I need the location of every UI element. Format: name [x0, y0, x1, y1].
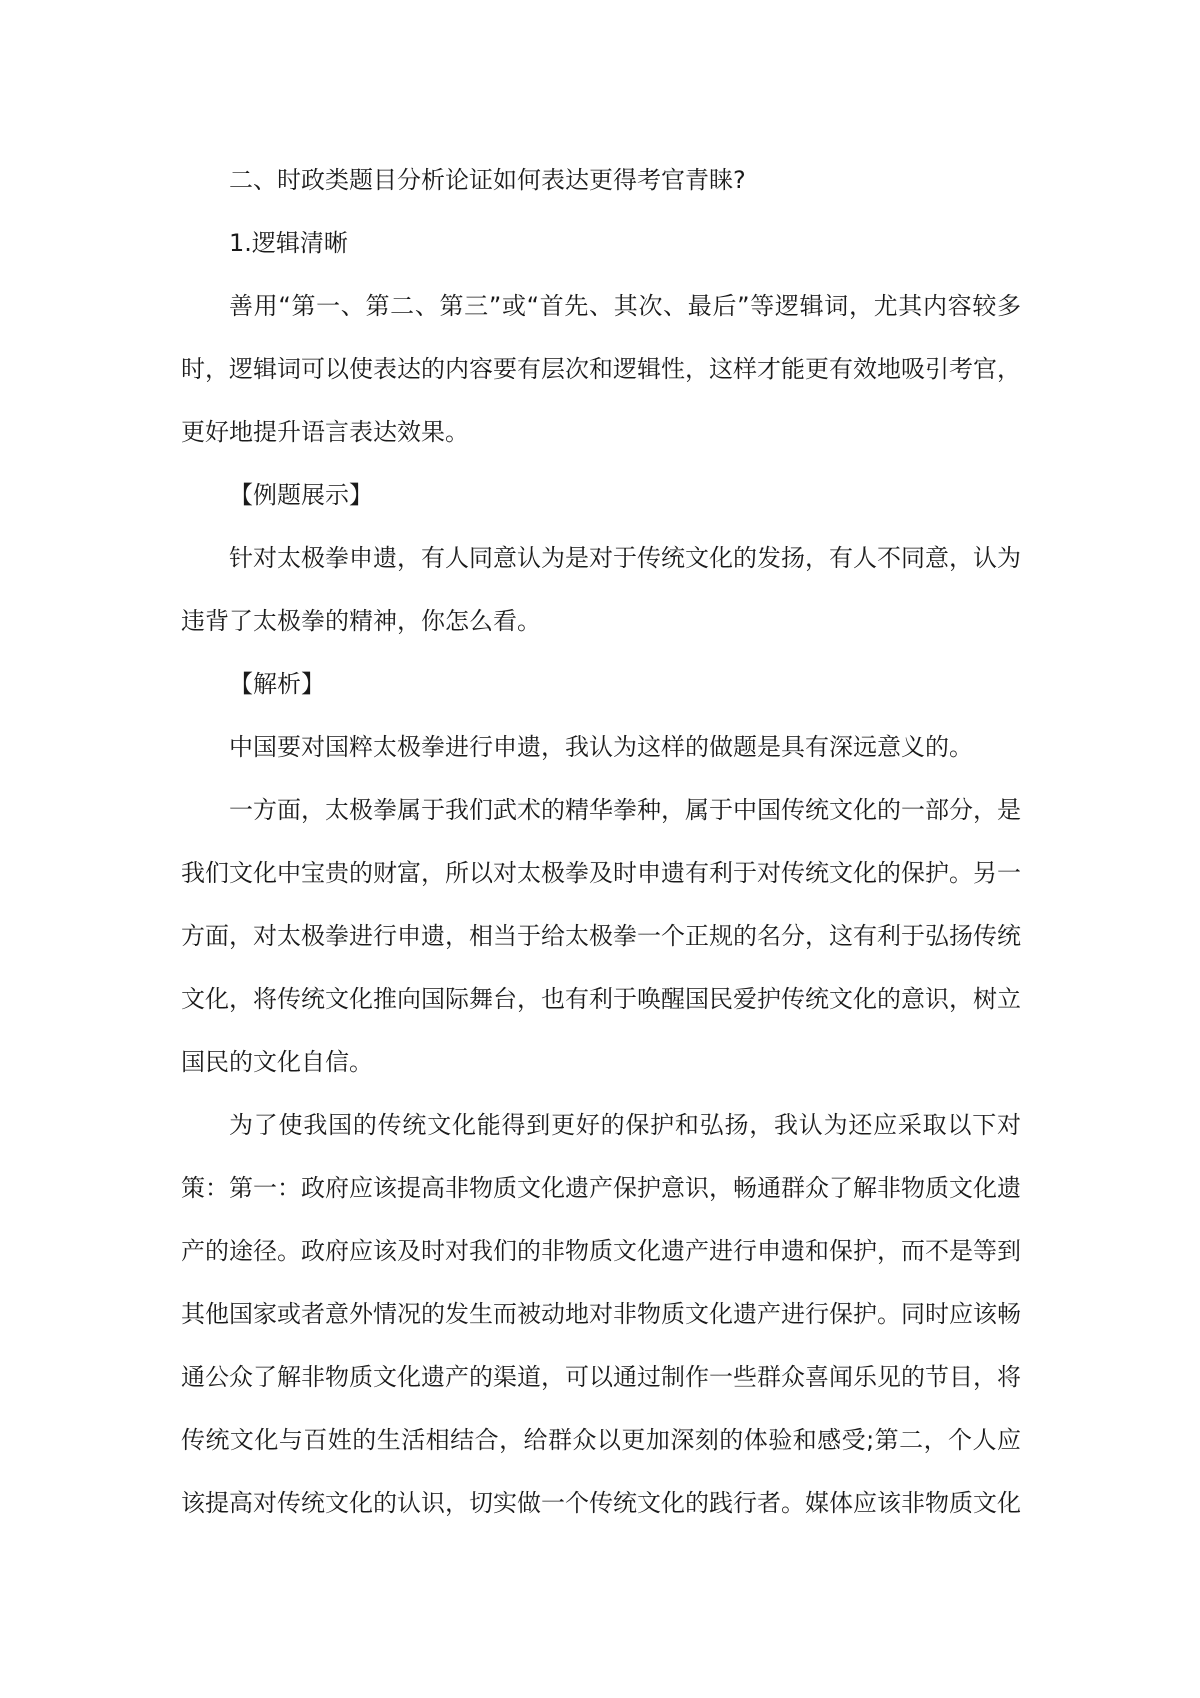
subheading: 1.逻辑清晰	[229, 229, 348, 257]
document-body	[181, 149, 1021, 1535]
example-question: 针对太极拳申遗，有人同意认为是对于传统文化的发扬，有人不同意，认为违背了太极拳的精神，你怎么看。	[181, 544, 1021, 635]
analysis-paragraph-3: 为了使我国的传统文化能得到更好的保护和弘扬，我认为还应采取以下对策：第一：政府应该提高非物质文化遗产保护意识，畅通群众了解非物质文化遗产的途径。政府应该及时对我们的非物质文化遗产进行申遗和保护，而不是等到其他国家或者意外情况的发生而被动地对非物质文化遗产进行保护。同时应该畅通公众了解非物质文化遗产的渠道，可以通过制作一些群众喜闻乐见的节目，将传统文化与百姓的生活相结合，给群众以更加深刻的体验和感受;第二，个人应该提高对传统文化的认识，切实做一个传统文化的践行者。媒体应该非物质文化	[181, 1111, 1021, 1517]
section-heading: 二、时政类题目分析论证如何表达更得考官青睐?	[229, 166, 746, 194]
analysis-label: 【解析】	[229, 670, 325, 698]
analysis-paragraph-2: 一方面，太极拳属于我们武术的精华拳种，属于中国传统文化的一部分，是我们文化中宝贵的财富，所以对太极拳及时申遗有利于对传统文化的保护。另一方面，对太极拳进行申遗，相当于给太极拳一个正规的名分，这有利于弘扬传统文化，将传统文化推向国际舞台，也有利于唤醒国民爱护传统文化的意识，树立国民的文化自信。	[181, 796, 1021, 1076]
paragraph-logic: 善用“第一、第二、第三”或“首先、其次、最后”等逻辑词，尤其内容较多时，逻辑词可以使表达的内容要有层次和逻辑性，这样才能更有效地吸引考官，更好地提升语言表达效果。	[181, 292, 1021, 446]
analysis-paragraph-1: 中国要对国粹太极拳进行申遗，我认为这样的做题是具有深远意义的。	[229, 733, 973, 761]
example-label: 【例题展示】	[229, 481, 373, 509]
